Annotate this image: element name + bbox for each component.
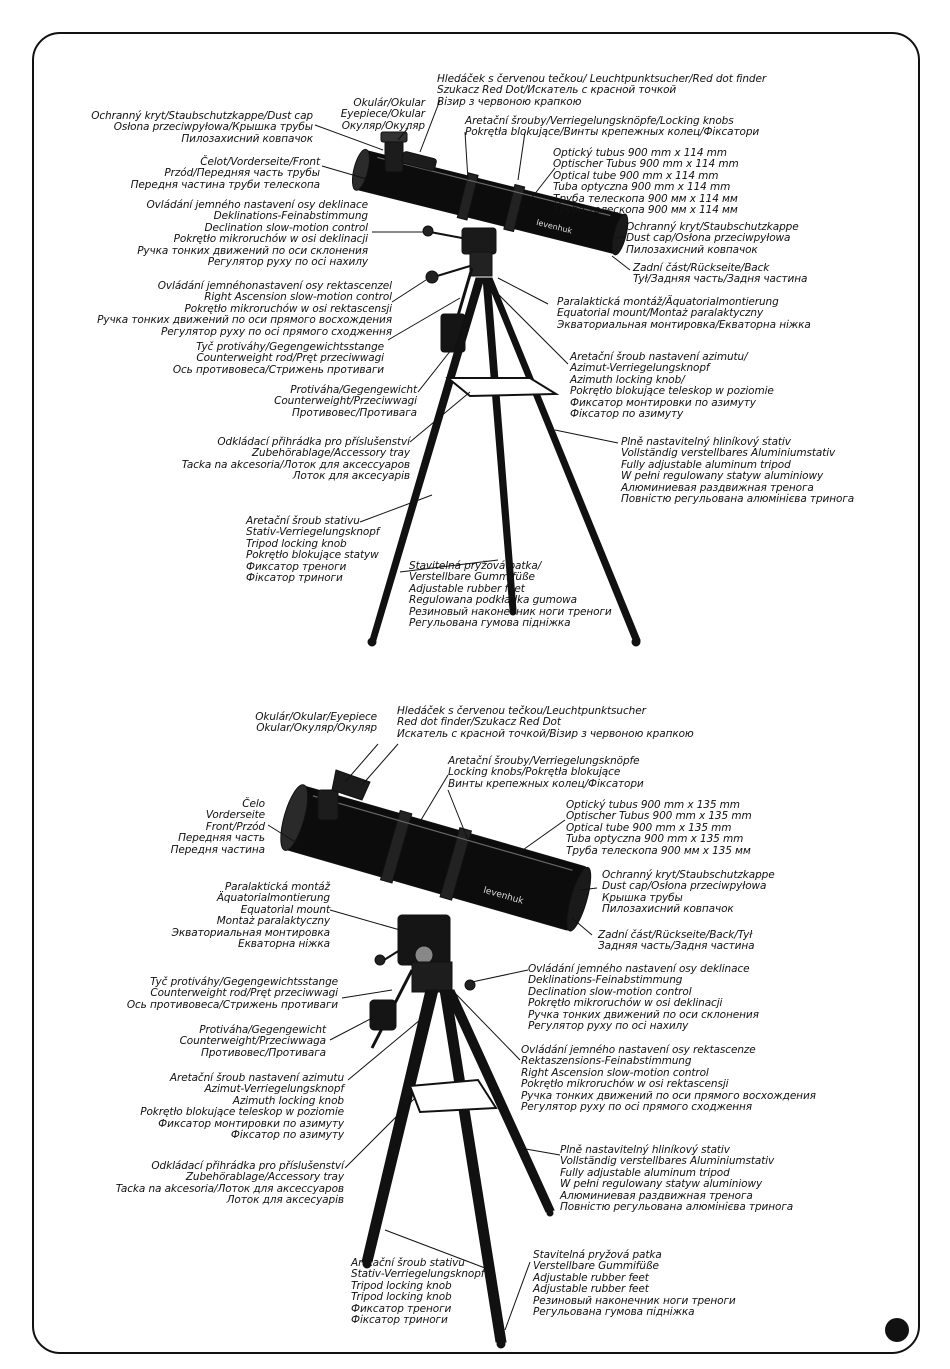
bottom-label-cw-rod: Tyč protiváhy/Gegengewichtsstange Counterweight rod/Pręt przeciwwagi Ось противовеса/Стрижень противаги xyxy=(126,976,338,1011)
top-label-tripod: Plně nastavitelný hliníkový stativ Vollständig verstellbares Aluminiumstativ Fully adjustable aluminum tripod W pełni regulowany statyw aluminiowy Алюминиевая раздвижная тренога Повністю регульована алюмінієва тринога xyxy=(621,436,855,506)
top-eyepiece xyxy=(385,140,403,172)
bottom-label-counterweight: Protiváha/Gegengewicht Counterweight/Przeciwwaga Противовес/Противага xyxy=(179,1024,326,1059)
bottom-label-back: Zadní část/Rückseite/Back/Tył Задняя часть/Задня частина xyxy=(598,929,755,953)
bottom-label-rubber-feet: Stavitelná pryžová patka Verstellbare Gummifüße Adjustable rubber feet Adjustable rubber feet Резиновый наконечник ноги треноги Регульована гумова підніжка xyxy=(533,1249,736,1319)
top-label-locking-knobs: Aretační šrouby/Verriegelungsknöpfe/Locking knobs Pokrętła blokujące/Винты крепежных колец/Фіксатори xyxy=(465,115,760,139)
bottom-label-mount: Paralaktická montáž Äquatorialmontierung Equatorial mount Montaż paralaktyczny Экваториальная монтировка Екваторна ніжка xyxy=(171,881,330,951)
top-label-tripod-knob: Aretační šroub stativu Stativ-Verriegelungsknopf Tripod locking knob Pokrętło blokujące statyw Фиксатор треноги Фіксатор триноги xyxy=(246,515,380,585)
bottom-label-dec-control: Ovládání jemného nastavení osy deklinace Deklinations-Feinabstimmung Declination slow-motion control Pokrętło mikroruchów w osi deklinacji Ручка тонких движений по оси склонения Регулятор руху по осі нахилу xyxy=(528,963,759,1033)
top-label-rubber-feet: Stavitelná pryžová patka/ Verstellbare Gummifüße Adjustable rubber feet Regulowana podkładka gumowa Резиновый наконечник ноги треноги Регульована гумова підніжка xyxy=(409,560,612,630)
top-label-dust-cap-front: Ochranný kryt/Staubschutzkappe/Dust cap Osłona przeciwpyłowa/Крышка трубы Пилозахисний ковпачок xyxy=(91,110,313,145)
bottom-label-locking-knobs: Aretační šrouby/Verriegelungsknöpfe Locking knobs/Pokrętła blokujące Винты крепежных колец/Фіксатори xyxy=(448,755,644,790)
bottom-label-tripod: Plně nastavitelný hliníkový stativ Vollständig verstellbares Aluminiumstativ Fully adjustable aluminum tripod W pełni regulowany statyw aluminiowy Алюминиевая раздвижная тренога Повністю регульована алюмінієва тринога xyxy=(560,1144,794,1214)
top-label-tray: Odkládací přihrádka pro příslušenství Zubehörablage/Accessory tray Tacka na akcesoria/Лоток для аксессуаров Лоток для аксесуарів xyxy=(181,436,410,483)
bottom-label-eyepiece: Okulár/Okular/Eyepiece Okular/Окуляр/Окуляр xyxy=(255,711,377,735)
top-mount-head xyxy=(462,228,496,254)
bottom-counterweight xyxy=(370,1000,396,1030)
top-brand-logo: levenhuk xyxy=(535,217,574,236)
top-label-finder: Hledáček s červenou tečkou/ Leuchtpunktsucher/Red dot finder Szukacz Red Dot/Искатель с красной точкой Візир з червоною крапкою xyxy=(437,73,767,108)
top-label-cw-rod: Tyč protiváhy/Gegengewichtsstange Counterweight rod/Pręt przeciwwagi Ось противовеса/Стрижень противаги xyxy=(172,341,384,376)
bottom-tripod-leg-left xyxy=(362,990,438,1262)
top-label-ra-control: Ovládání jemnéhonastavení osy rektascenzel Right Ascension slow-motion control Pokrętło mikroruchów w osi rektascensji Ручка тонких движений по оси прямого восхождения Регулятор руху по осі прямого сходження xyxy=(97,280,392,338)
bottom-label-front: Čelo Vorderseite Front/Przód Передняя часть Передня частина xyxy=(170,798,265,856)
bottom-label-tray: Odkládací přihrádka pro příslušenství Zubehörablage/Accessory tray Tacka na akcesoria/Лоток для аксессуаров Лоток для аксесуарів xyxy=(115,1160,344,1207)
top-label-eyepiece: Okulár/Okular Eyepiece/Okular Окуляр/Окуляр xyxy=(340,97,425,132)
top-label-counterweight: Protiváha/Gegengewicht Counterweight/Przeciwwagi Противовес/Противага xyxy=(274,384,417,419)
bottom-accessory-tray xyxy=(410,1080,496,1112)
bottom-eyepiece xyxy=(318,790,338,820)
bottom-label-finder: Hledáček s červenou tečkou/Leuchtpunktsucher Red dot finder/Szukacz Red Dot Искатель с красной точкой/Візир з червоною крапкою xyxy=(397,705,694,740)
bottom-brand-logo: levenhuk xyxy=(482,885,525,907)
bottom-label-tripod-knob: Aretační šroub stativu Stativ-Verriegelungsknopf Tripod locking knob Tripod locking knob Фиксатор треноги Фіксатор триноги xyxy=(351,1257,485,1327)
top-label-dec-control: Ovládání jemného nastavení osy deklinace Deklinations-Feinabstimmung Declination slow-motion control Pokrętło mikroruchów w osi deklinacji Ручка тонких движений по оси склонения Регулятор руху по осі нахилу xyxy=(137,199,368,269)
top-label-mount: Paralaktická montáž/Äquatorialmontierung Equatorial mount/Montaż paralaktyczny Экваториальная монтировка/Екваторна ніжка xyxy=(557,296,811,331)
top-label-back: Zadní část/Rückseite/Back Tył/Задняя часть/Задня частина xyxy=(633,262,808,286)
top-accessory-tray xyxy=(448,378,556,396)
bottom-label-optical-tube: Optický tubus 900 mm x 135 mm Optischer Tubus 900 mm x 135 mm Optical tube 900 mm x 135 mm Tuba optyczna 900 mm x 135 mm Труба телескопа 900 мм x 135 мм xyxy=(566,799,752,857)
top-label-optical-tube: Optický tubus 900 mm x 114 mm Optischer Tubus 900 mm x 114 mm Optical tube 900 mm x 114 mm Tuba optyczna 900 mm x 114 mm Труба телескопа 900 мм x 114 мм Труба телескопа 900 мм x 114 мм xyxy=(553,147,739,217)
top-label-dust-cap-back: Ochranný kryt/Staubschutzkappe Dust cap/Osłona przeciwpyłowa Пилозахисний ковпачок xyxy=(626,221,799,256)
bottom-label-ra-control: Ovládání jemného nastavení osy rektascenze Rektaszensions-Feinabstimmung Right Ascension slow-motion control Pokrętło mikroruchów w osi rektascensji Ручка тонких движений по оси прямого восхождения Регулятор руху по осі прямого сходження xyxy=(521,1044,816,1114)
bottom-label-dust-cap: Ochranný kryt/Staubschutzkappe Dust cap/Osłona przeciwpyłowa Крышка трубы Пилозахисний ковпачок xyxy=(602,869,775,916)
top-label-front: Čelot/Vorderseite/Front Przód/Передняя часть трубы Передня частина труби телескопа xyxy=(130,156,320,191)
bottom-label-azimuth: Aretační šroub nastavení azimutu Azimut-Verriegelungsknopf Azimuth locking knob Pokrętło blokujące teleskop w poziomie Фиксатор монтировки по азимуту Фіксатор по азимуту xyxy=(140,1072,344,1142)
top-label-azimuth: Aretační šroub nastavení azimutu/ Azimut-Verriegelungsknopf Azimuth locking knob/ Pokrętło blokujące teleskop w poziomie Фиксатор монтировки по азимуту Фіксатор по азимуту xyxy=(570,351,774,421)
